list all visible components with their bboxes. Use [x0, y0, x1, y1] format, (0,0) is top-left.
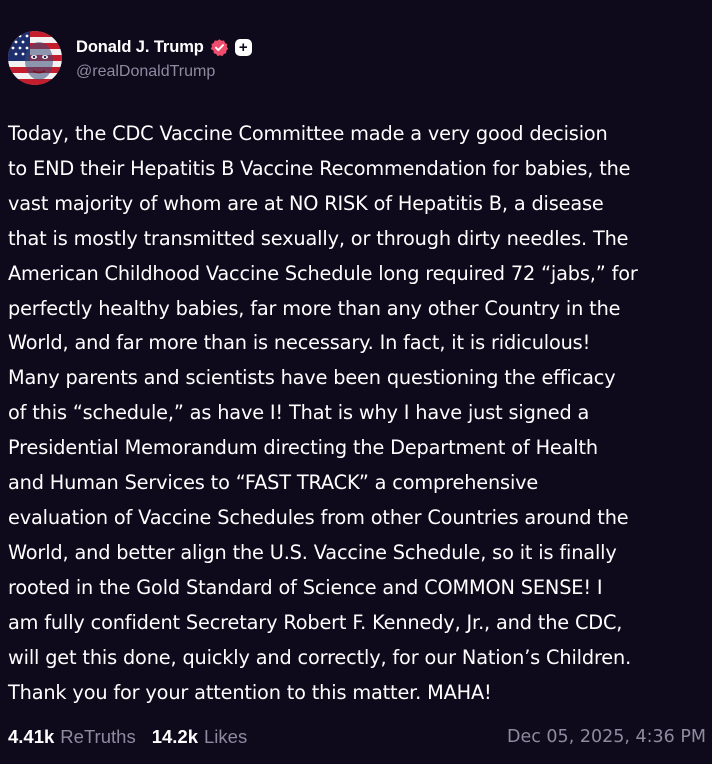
plus-badge-icon: +: [235, 39, 252, 56]
retruths-count[interactable]: 4.41k: [8, 726, 55, 747]
verified-badge-icon: [210, 38, 229, 57]
author-info: [76, 36, 252, 81]
author-display-name[interactable]: Donald J. Trump: [76, 38, 204, 56]
retruths-label[interactable]: ReTruths: [60, 726, 136, 747]
author-handle[interactable]: @realDonaldTrump: [76, 62, 216, 80]
post-text: Today, the CDC Vaccine Committee made a very good decision to END their Hepatitis B Vaccine Recommendation for babies, the vast majority of whom are at NO RISK of Hepatitis B, a disease that is mostly transmitted sexually, or through dirty needles. The American Childhood Vaccine Schedule long required 72 “jabs,” for perfectly healthy babies, far more than any other Country in the World, and far more than is necessary. In fact, it is ridiculous! Many parents and scientists have been questioning the efficacy of this “schedule,” as have I! That is why I have just signed a Presidential Memorandum directing the Department of Health and Human Services to “FAST TRACK” a comprehensive evaluation of Vaccine Schedules from other Countries around the World, and better align the U.S. Vaccine Schedule, so it is finally rooted in the Gold Standard of Science and COMMON SENSE! I am fully confident Secretary Robert F. Kennedy, Jr., and the CDC, will get this done, quickly and correctly, for our Nation’s Children. Thank you for your attention to this matter. MAHA!: [8, 122, 638, 704]
likes-count[interactable]: 14.2k: [151, 726, 198, 747]
post-footer: [8, 722, 706, 752]
flag-face-avatar-icon: [8, 31, 62, 85]
likes-label[interactable]: Likes: [204, 726, 248, 747]
avatar[interactable]: [8, 31, 62, 85]
post-header: [8, 31, 252, 85]
post-timestamp[interactable]: Dec 05, 2025, 4:36 PM: [507, 727, 706, 747]
name-row: [76, 36, 252, 60]
